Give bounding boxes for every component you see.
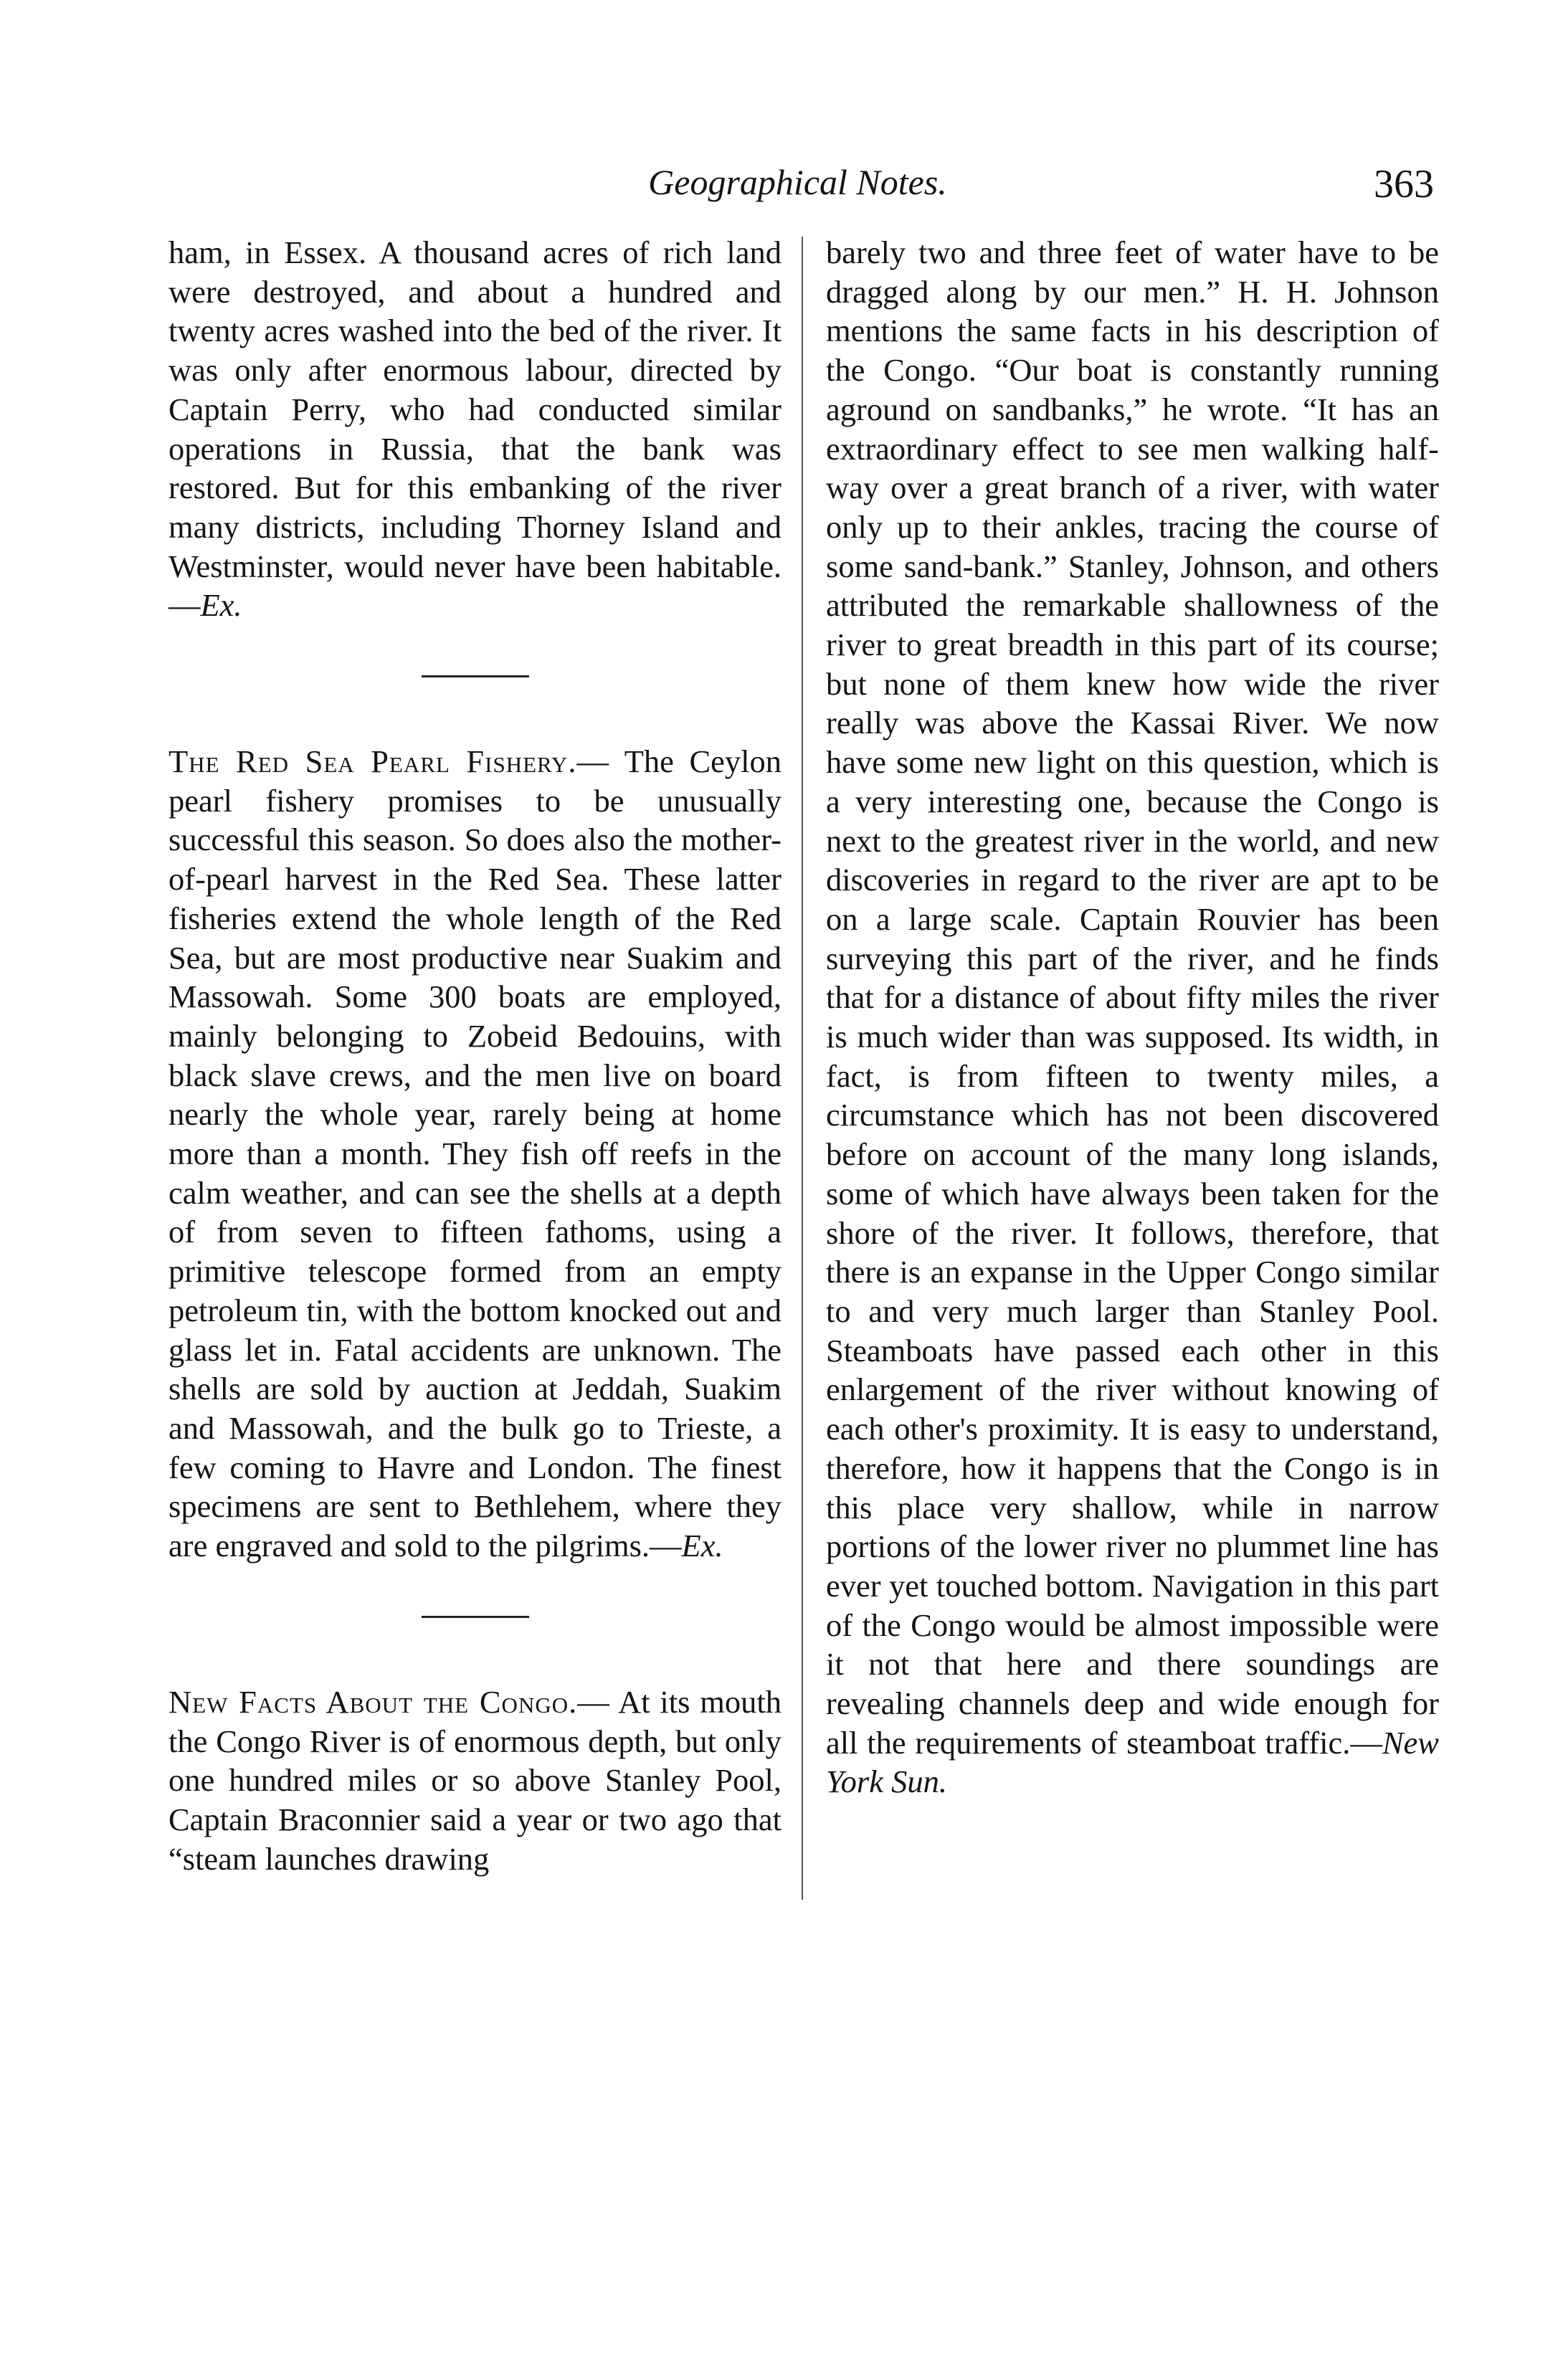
right-column <box>826 233 1439 1801</box>
congo-text: At its mouth the Congo River is of enormous depth, but only one hundred miles or so above Stanley Pool, Captain Braconnier said a year or two ago that “steam launches drawing <box>168 1683 782 1877</box>
running-head <box>161 154 1434 211</box>
column-rule <box>802 237 803 1900</box>
page-number: 363 <box>1374 162 1434 206</box>
running-title: Geographical Notes. <box>648 162 947 202</box>
congo-heading: New Facts About the Congo.— <box>168 1683 610 1720</box>
section-separator <box>422 675 529 677</box>
pearl-fishery-article <box>168 742 782 1566</box>
congo-source: New York Sun. <box>826 1724 1439 1800</box>
congo-continuation <box>826 233 1439 1801</box>
continuation-signoff: Ex. <box>200 587 242 624</box>
section-separator <box>422 1616 529 1618</box>
pearl-fishery-heading: The Red Sea Pearl Fishery.— <box>168 743 609 780</box>
continuation-paragraph <box>168 233 782 625</box>
left-column <box>168 233 782 1878</box>
continuation-text: ham, in Essex. A thousand acres of rich land were destroyed, and about a hundred and twenty acres washed into the bed of the river. It was only after enormous labour, directed by Captain Perry, who had conducted similar operations in Russia, that the bank was restored. But for this embanking of the river many districts, including Thorney Island and Westminster, would never have been habitable.— <box>168 234 782 624</box>
pearl-fishery-signoff: Ex. <box>681 1528 723 1564</box>
congo-continuation-text: barely two and three feet of water have to be dragged along by our men.” H. H. Johnson mentions the same facts in his description of the Congo. “Our boat is constantly running aground on sandbanks,” he wrote. “It has an extraordinary effect to see men walking half-way over a great branch of a river, with water only up to their ankles, tracing the course of some sand-bank.” Stanley, Johnson, and others attributed the remarkable shallowness of the river to great breadth in this part of its course; but none of them knew how wide the river really was above the Kassai River. We now have some new light on this question, which is a very interesting one, because the Congo is next to the greatest river in the world, and new discoveries in regard to the river are apt to be on a large scale. Captain Rouvier has been surveying this part of the river, and he finds that for a distance of about fifty miles the river is much wider than was supposed. Its width, in fact, is from fifteen to twenty miles, a circumstance which has not been discovered before on account of the many long islands, some of which have always been taken for the shore of the river. It follows, therefore, that there is an expanse in the Upper Congo similar to and very much larger than Stanley Pool. Steamboats have passed each other in this enlargement of the river without knowing of each other's proximity. It is easy to understand, therefore, how it happens that the Congo is in this place very shallow, while in narrow portions of the lower river no plummet line has ever yet touched bottom. Navigation in this part of the Congo would be almost impossible were it not that here and there soundings are revealing channels deep and wide enough for all the requirements of steamboat traffic.— <box>826 234 1439 1761</box>
pearl-fishery-text: The Ceylon pearl fishery promises to be unusually successful this season. So does also the mother-of-pearl harvest in the Red Sea. These latter fisheries extend the whole length of the Red Sea, but are most productive near Suakim and Massowah. Some 300 boats are employed, mainly belonging to Zobeid Bedouins, with black slave crews, and the men live on board nearly the whole year, rarely being at home more than a month. They fish off reefs in the calm weather, and can see the shells at a depth of from seven to fifteen fathoms, using a primitive telescope formed from an empty petroleum tin, with the bottom knocked out and glass let in. Fatal accidents are unknown. The shells are sold by auction at Jeddah, Suakim and Massowah, and the bulk go to Trieste, a few coming to Havre and London. The finest specimens are sent to Bethlehem, where they are engraved and sold to the pilgrims.— <box>168 743 782 1564</box>
congo-article <box>168 1682 782 1879</box>
